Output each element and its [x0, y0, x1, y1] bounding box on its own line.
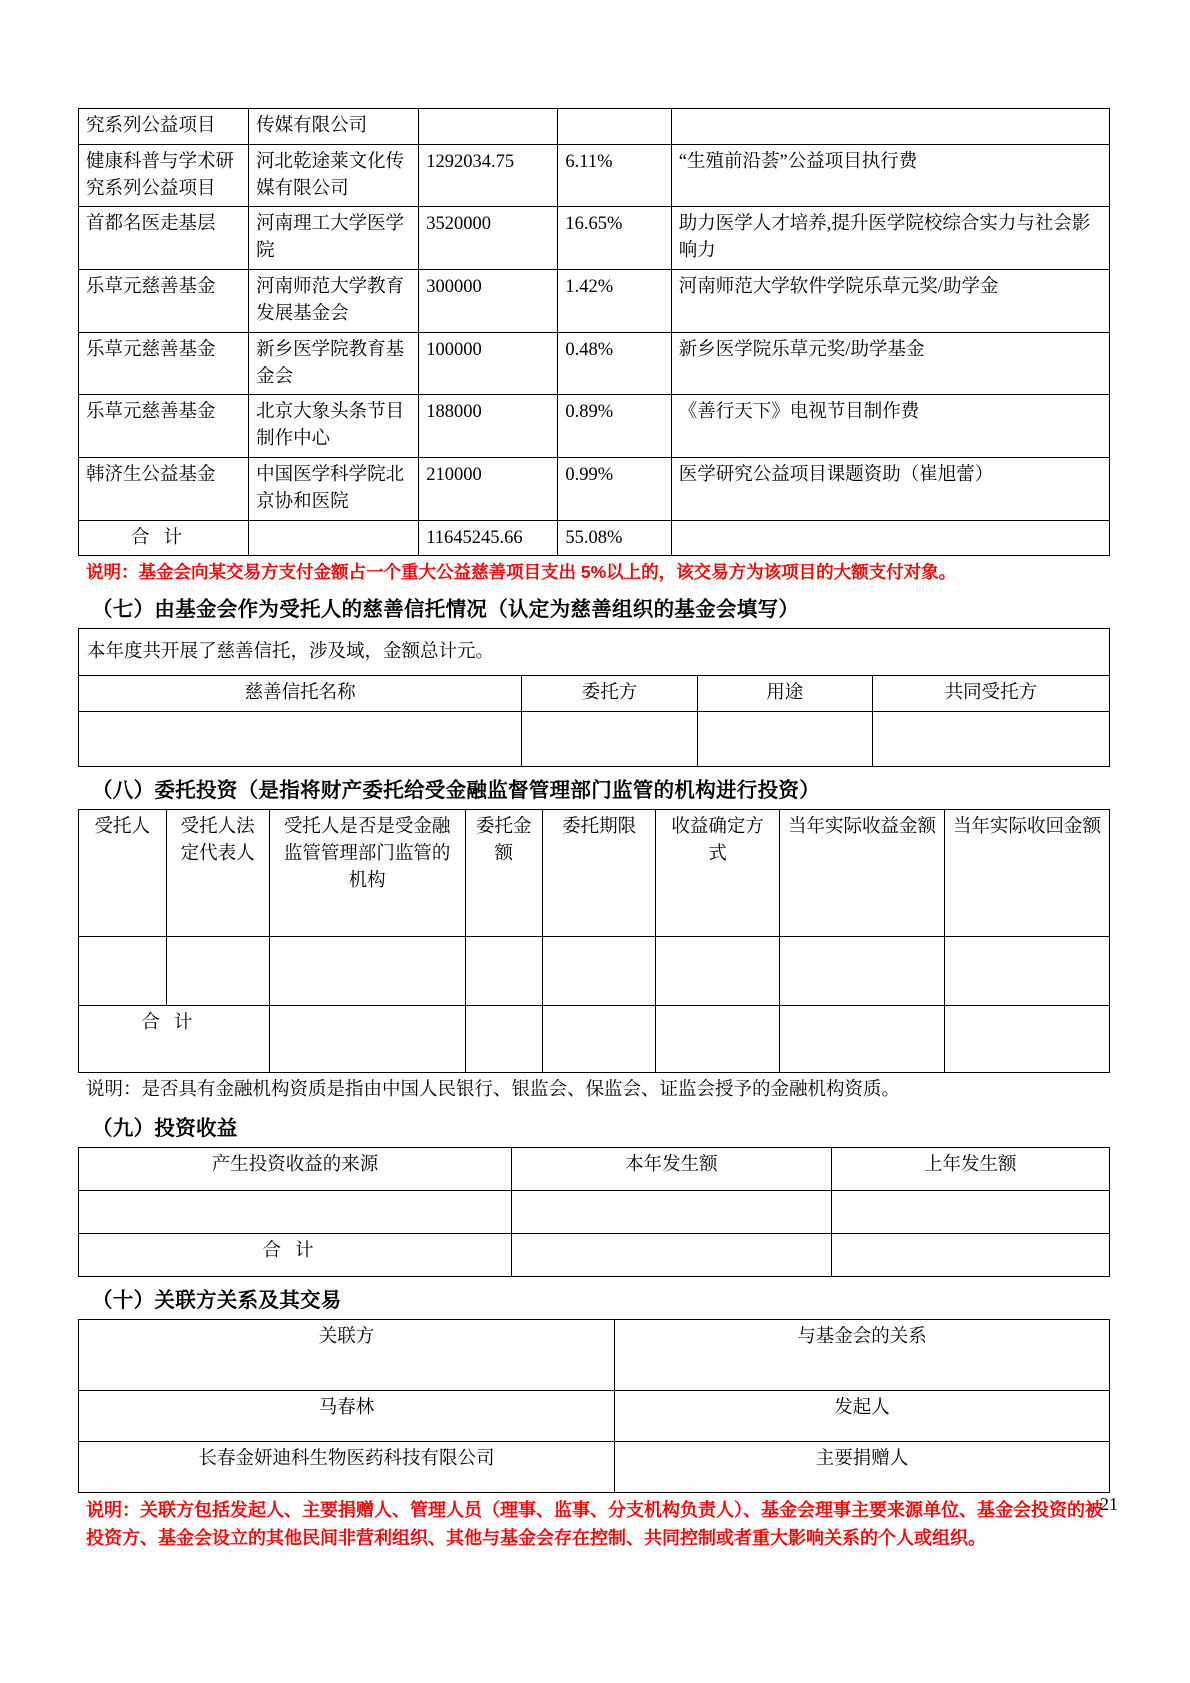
total-percent: 55.08% [558, 520, 671, 556]
table-row [79, 395, 1110, 458]
income-total-prior-year [831, 1234, 1109, 1277]
table-row [79, 937, 1110, 1006]
cell-inv-actual-return [780, 937, 945, 1006]
cell-counterparty: 河南理工大学医学院 [249, 207, 419, 270]
cell-inv-amount [465, 937, 542, 1006]
cell-amount [419, 109, 558, 145]
cell-percent: 0.89% [558, 395, 671, 458]
income-total-label: 合计 [79, 1234, 512, 1277]
charitable-trust-table [78, 628, 1110, 768]
cell-income-current-year [512, 1191, 832, 1234]
cell-counterparty: 河南师范大学教育发展基金会 [249, 270, 419, 333]
table-row [79, 457, 1110, 520]
table-row [79, 1191, 1110, 1234]
table-row [79, 207, 1110, 270]
income-header-source: 产生投资收益的来源 [79, 1148, 512, 1191]
cell-amount: 3520000 [419, 207, 558, 270]
cell-project: 乐草元慈善基金 [79, 395, 249, 458]
inv-header-actual-recovered: 当年实际收回金额 [944, 810, 1109, 937]
section-7-title: （七）由基金会作为受托人的慈善信托情况（认定为慈善组织的基金会填写） [92, 597, 800, 621]
cell-rp-party: 长春金妍迪科生物医药科技有限公司 [79, 1442, 615, 1493]
inv-header-trustee: 受托人 [79, 810, 167, 937]
inv-total-regulated [269, 1006, 465, 1073]
cell-amount: 188000 [419, 395, 558, 458]
large-payment-table [78, 108, 1110, 556]
inv-header-regulated: 受托人是否是受金融监管管理部门监管的机构 [269, 810, 465, 937]
cell-income-source [79, 1191, 512, 1234]
cell-amount: 300000 [419, 270, 558, 333]
section-8-title: （八）委托投资（是指将财产委托给受金融监督管理部门监管的机构进行投资） [92, 779, 820, 803]
cell-counterparty: 河北乾途莱文化传媒有限公司 [249, 144, 419, 207]
inv-header-term: 委托期限 [542, 810, 655, 937]
inv-header-legal-rep: 受托人法定代表人 [166, 810, 269, 937]
inv-total-actual-return [780, 1006, 945, 1073]
table-header-row [79, 810, 1110, 937]
cell-project: 韩济生公益基金 [79, 457, 249, 520]
cell-counterparty: 中国医学科学院北京协和医院 [249, 457, 419, 520]
cell-amount: 1292034.75 [419, 144, 558, 207]
investment-income-table [78, 1147, 1110, 1277]
large-payment-note: 说明：基金会向某交易方支付金额占一个重大公益慈善项目支出 5%以上的，该交易方为该项目的大额支付对象。 [86, 562, 957, 583]
cell-inv-term [542, 937, 655, 1006]
rp-header-relationship: 与基金会的关系 [615, 1320, 1110, 1391]
inv-total-actual-recovered [944, 1006, 1109, 1073]
table-row [79, 332, 1110, 395]
trust-header-cotrustee: 共同受托方 [872, 676, 1109, 712]
section-9-title: （九）投资收益 [92, 1117, 238, 1140]
cell-percent: 0.48% [558, 332, 671, 395]
inv-total-label: 合计 [79, 1006, 270, 1073]
table-row [79, 270, 1110, 333]
trust-header-settlor: 委托方 [522, 676, 697, 712]
section-10-note: 说明：关联方包括发起人、主要捐赠人、管理人员（理事、监事、分支机构负责人）、基金会理事主要来源单位、基金会投资的被投资方、基金会设立的其他民间非营利组织、其他与基金会存在控制、共同控制或者重大影响关系的个人或组织。 [86, 1500, 1103, 1548]
cell-percent: 0.99% [558, 457, 671, 520]
total-label: 合计 [79, 520, 249, 556]
inv-header-return-method: 收益确定方式 [656, 810, 780, 937]
table-row [79, 1391, 1110, 1442]
related-party-table [78, 1319, 1110, 1493]
cell-trust-name [79, 712, 522, 767]
entrusted-investment-table [78, 809, 1110, 1073]
total-counterparty [249, 520, 419, 556]
inv-total-return-method [656, 1006, 780, 1073]
cell-income-prior-year [831, 1191, 1109, 1234]
income-total-current-year [512, 1234, 832, 1277]
cell-amount: 100000 [419, 332, 558, 395]
table-header-row [79, 676, 1110, 712]
cell-inv-regulated [269, 937, 465, 1006]
table-row [79, 144, 1110, 207]
inv-header-amount: 委托金额 [465, 810, 542, 937]
cell-project: 究系列公益项目 [79, 109, 249, 145]
cell-purpose: 新乡医学院乐草元奖/助学基金 [671, 332, 1109, 395]
cell-rp-relationship: 主要捐赠人 [615, 1442, 1110, 1493]
cell-purpose: 助力医学人才培养,提升医学院校综合实力与社会影响力 [671, 207, 1109, 270]
cell-trust-cotrustee [872, 712, 1109, 767]
table-total-row [79, 1006, 1110, 1073]
trust-statement-row [79, 628, 1110, 676]
income-header-prior-year: 上年发生额 [831, 1148, 1109, 1191]
cell-inv-trustee [79, 937, 167, 1006]
trust-header-name: 慈善信托名称 [79, 676, 522, 712]
cell-trust-purpose [697, 712, 872, 767]
cell-project: 首都名医走基层 [79, 207, 249, 270]
cell-project: 乐草元慈善基金 [79, 332, 249, 395]
rp-header-party: 关联方 [79, 1320, 615, 1391]
cell-inv-return-method [656, 937, 780, 1006]
trust-header-purpose: 用途 [697, 676, 872, 712]
inv-header-actual-return: 当年实际收益金额 [780, 810, 945, 937]
cell-counterparty: 传媒有限公司 [249, 109, 419, 145]
trust-statement: 本年度共开展了慈善信托，涉及域，金额总计元。 [79, 628, 1110, 676]
table-row [79, 109, 1110, 145]
cell-inv-legal-rep [166, 937, 269, 1006]
cell-percent [558, 109, 671, 145]
cell-amount: 210000 [419, 457, 558, 520]
inv-total-amount [465, 1006, 542, 1073]
cell-rp-party: 马春林 [79, 1391, 615, 1442]
cell-rp-relationship: 发起人 [615, 1391, 1110, 1442]
section-8-note: 说明：是否具有金融机构资质是指由中国人民银行、银监会、保监会、证监会授予的金融机构资质。 [86, 1080, 901, 1101]
cell-percent: 6.11% [558, 144, 671, 207]
cell-purpose: 医学研究公益项目课题资助（崔旭蕾） [671, 457, 1109, 520]
total-purpose [671, 520, 1109, 556]
total-amount: 11645245.66 [419, 520, 558, 556]
cell-project: 乐草元慈善基金 [79, 270, 249, 333]
cell-trust-settlor [522, 712, 697, 767]
table-header-row [79, 1148, 1110, 1191]
table-row [79, 1442, 1110, 1493]
cell-percent: 16.65% [558, 207, 671, 270]
cell-counterparty: 北京大象头条节目制作中心 [249, 395, 419, 458]
cell-counterparty: 新乡医学院教育基金会 [249, 332, 419, 395]
table-header-row [79, 1320, 1110, 1391]
income-header-current-year: 本年发生额 [512, 1148, 832, 1191]
cell-purpose [671, 109, 1109, 145]
section-10-title: （十）关联方关系及其交易 [92, 1289, 342, 1312]
table-total-row [79, 520, 1110, 556]
cell-purpose: “生殖前沿荟”公益项目执行费 [671, 144, 1109, 207]
page-number: 21 [1100, 1494, 1118, 1514]
inv-total-term [542, 1006, 655, 1073]
cell-purpose: 《善行天下》电视节目制作费 [671, 395, 1109, 458]
cell-project: 健康科普与学术研究系列公益项目 [79, 144, 249, 207]
cell-purpose: 河南师范大学软件学院乐草元奖/助学金 [671, 270, 1109, 333]
cell-percent: 1.42% [558, 270, 671, 333]
table-row [79, 712, 1110, 767]
cell-inv-actual-recovered [944, 937, 1109, 1006]
table-total-row [79, 1234, 1110, 1277]
